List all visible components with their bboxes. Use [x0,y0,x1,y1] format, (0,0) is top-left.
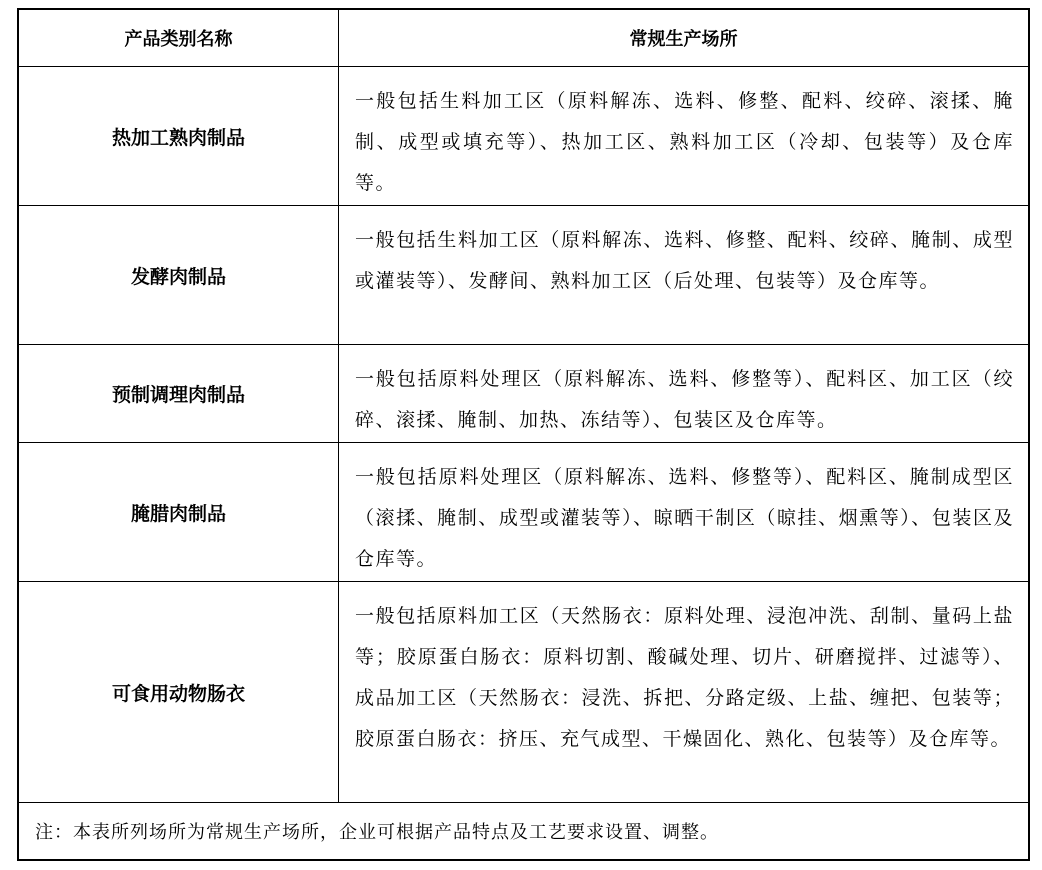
header-production-site: 常规生产场所 [629,29,738,50]
table-row [19,344,1028,442]
category-cell: 预制调理肉制品 [19,345,339,442]
table-row [19,442,1028,581]
production-site-table [17,8,1030,861]
table-note: 注：本表所列场所为常规生产场所，企业可根据产品特点及工艺要求设置、调整。 [19,802,1028,859]
table-row [19,66,1028,205]
description-cell: 一般包括生料加工区（原料解冻、选料、修整、配料、绞碎、滚揉、腌制、成型或填充等）、热加工区、熟料加工区（冷却、包装等）及仓库等。 [355,90,1014,194]
table-row [19,205,1028,344]
description-cell: 一般包括原料处理区（原料解冻、选料、修整等）、配料区、加工区（绞碎、滚揉、腌制、加热、冻结等）、包装区及仓库等。 [355,368,1014,431]
description-cell: 一般包括生料加工区（原料解冻、选料、修整、配料、绞碎、腌制、成型或灌装等）、发酵间、熟料加工区（后处理、包装等）及仓库等。 [355,229,1014,292]
category-cell: 可食用动物肠衣 [19,582,339,802]
table-header-row [19,10,1028,66]
table-row [19,581,1028,802]
header-product-category: 产品类别名称 [19,10,339,66]
category-cell: 腌腊肉制品 [19,443,339,581]
description-cell: 一般包括原料处理区（原料解冻、选料、修整等）、配料区、腌制成型区（滚揉、腌制、成型或灌装等）、晾晒干制区（晾挂、烟熏等）、包装区及仓库等。 [355,466,1014,570]
category-cell: 发酵肉制品 [19,206,339,344]
category-cell: 热加工熟肉制品 [19,67,339,205]
description-cell: 一般包括原料加工区（天然肠衣：原料处理、浸泡冲洗、刮制、量码上盐等；胶原蛋白肠衣：原料切割、酸碱处理、切片、研磨搅拌、过滤等）、成品加工区（天然肠衣：浸洗、拆把、分路定级、上盐、缠把、包装等；胶原蛋白肠衣：挤压、充气成型、干燥固化、熟化、包装等）及仓库等。 [355,605,1014,750]
